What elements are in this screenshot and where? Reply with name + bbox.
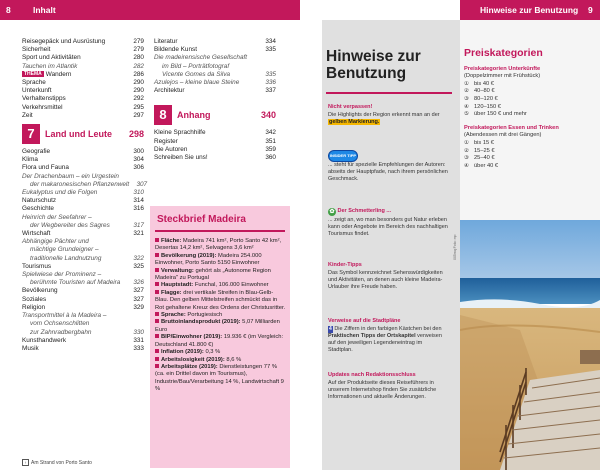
section-kinder-tipps: Kinder-Tipps Das Symbol kennzeichnet Sehenswürdigkeiten und Aktivitäten, an denen auch kleine Madeira-Urlauber ihre Freude haben. — [328, 262, 443, 291]
chapter-page: 340 — [260, 110, 276, 121]
toc-entry-page: 297 — [133, 111, 144, 119]
section-title: Nicht verpassen! — [328, 104, 373, 110]
toc-entry-label: Azulejos – kleine blaue Steine — [154, 79, 240, 87]
price-categories: Preiskategorien Preiskategorien Unterkünfte (Doppelzimmer mit Frühstück) ① bis 40 € ② 40–80 € ③ 80–120 € ④ 120–150 € ⑤ über 150 € und mehr Preiskategorien Essen und Trinken (Abendessen mit drei Gängen) ① bis 15 € ② 15–25 € ③ 25–40 € ④ über 40 € — [464, 50, 594, 170]
toc-entry-page: 300 — [133, 148, 144, 156]
toc-entry-label: Sprache — [22, 79, 46, 87]
toc-entry[interactable] — [22, 148, 144, 156]
price-range: über 40 € — [474, 162, 499, 169]
steckbrief-item — [155, 312, 286, 319]
map-number-icon: 4 — [329, 326, 332, 333]
toc-entry[interactable] — [154, 129, 276, 137]
toc-entry-page: 306 — [133, 164, 144, 172]
toc-entry-page — [126, 173, 144, 181]
right-page — [300, 0, 600, 470]
toc-entry-label: Vicente Gomes da Silva — [162, 70, 231, 78]
toc-entry[interactable] — [154, 38, 276, 46]
caption-text: Am Strand von Porto Santo — [31, 460, 92, 466]
price-category-icon: ① — [464, 139, 470, 146]
price-range: bis 40 € — [474, 80, 494, 87]
section-updates: Updates nach Redaktionsschluss Auf der Produktseite dieses Reiseführers in unserem Internetshop finden Sie zusätzliche Informationen und aktuelle Änderungen. — [328, 372, 437, 401]
steckbrief-divider — [155, 230, 285, 232]
toc-entry-label: Klima — [22, 156, 38, 164]
toc-entry-label: vom Ochsenschlitten — [30, 320, 90, 328]
beach-boardwalk-illustration — [460, 220, 600, 470]
title-underline — [326, 92, 452, 94]
toc-entry[interactable] — [22, 329, 144, 337]
toc-entry-label: Sicherheit — [22, 46, 51, 54]
toc-entry-label: Bildende Kunst — [154, 46, 197, 54]
toc-entry-label: zur Zahnradbergbahn — [30, 328, 92, 336]
price-row — [464, 81, 594, 89]
chapter-8-heading[interactable] — [154, 105, 276, 125]
toc-entry-label: Tourismus — [22, 262, 52, 270]
highlight-marker: gelben Markierung. — [329, 119, 380, 126]
toc-entry-label — [22, 71, 71, 79]
section-nicht-verpassen: Nicht verpassen! Die Highlights der Region erkennt man an der gelben Markierung. — [328, 104, 448, 126]
toc-entry-label: Spielwiese der Prominenz – — [22, 271, 102, 279]
toc-entry-page: 290 — [133, 79, 144, 87]
chapter-page: 298 — [128, 128, 144, 139]
toc-entry-page: 286 — [133, 70, 144, 78]
price-category-icon: ⑤ — [464, 111, 470, 118]
toc-entry-label: Schreiben Sie uns! — [154, 154, 208, 162]
usage-column — [322, 20, 460, 470]
toc-entry-label: der makaronesischen Pflanzenwelt — [30, 180, 130, 188]
toc-entry[interactable] — [22, 79, 144, 87]
toc-entry[interactable] — [22, 180, 148, 189]
bullet-square-icon — [155, 312, 159, 316]
toc-entry-page: 330 — [133, 328, 144, 336]
toc-entry-page: 335 — [265, 46, 276, 54]
toc-entry-label: Wirtschaft — [22, 230, 51, 238]
toc-entry[interactable] — [22, 87, 144, 95]
toc-entry-label: Soziales — [22, 295, 47, 303]
toc-entry[interactable] — [22, 38, 144, 46]
arrow-up-icon: ↑ — [22, 459, 29, 466]
toc-entry-page: 336 — [265, 79, 276, 87]
toc-entry-page — [258, 54, 276, 62]
toc-entry-label: Naturschutz — [22, 197, 57, 205]
price-title: Preiskategorien — [464, 47, 543, 59]
toc-entry-page: 335 — [265, 70, 276, 78]
bullet-square-icon — [155, 238, 159, 242]
toc-entry[interactable] — [22, 312, 144, 320]
toc-entry-page: 325 — [133, 262, 144, 270]
steckbrief-value: Madeira 741 km², Porto Santo 42 km², Desertas 14,2 km², Selvagens 3,6 km² — [155, 238, 282, 252]
toc-entry-page: 279 — [133, 38, 144, 45]
toc-entry[interactable] — [22, 214, 144, 222]
beach-photo — [460, 220, 600, 470]
left-header-bar — [0, 0, 300, 20]
steckbrief-item — [155, 290, 286, 312]
toc-entry[interactable] — [22, 287, 144, 295]
toc-entry[interactable] — [22, 164, 144, 172]
bullet-square-icon — [155, 268, 159, 272]
toc-entry-page: 290 — [133, 87, 144, 95]
toc-entry[interactable] — [22, 320, 144, 328]
toc-entry[interactable] — [22, 246, 144, 254]
steckbrief-key: Bruttoinlandsprodukt (2019): — [161, 319, 241, 326]
toc-entry[interactable] — [154, 63, 276, 71]
price-row — [464, 104, 594, 112]
toc-entry-page: 280 — [133, 54, 144, 62]
toc-entry[interactable] — [22, 104, 144, 112]
toc-entry[interactable] — [22, 271, 144, 279]
steckbrief-item — [155, 268, 286, 283]
bullet-square-icon — [155, 364, 159, 368]
price-range: 40–80 € — [474, 88, 495, 95]
toc-entry-page: 337 — [265, 87, 276, 95]
toc-entry[interactable] — [22, 46, 144, 54]
toc-entry[interactable] — [154, 146, 276, 154]
steckbrief-key: Verwaltung: — [161, 267, 194, 274]
toc-entry-page: 326 — [133, 279, 144, 287]
toc-entry[interactable] — [22, 337, 144, 345]
steckbrief-key: Hauptstadt: — [161, 282, 194, 289]
price-category-icon: ② — [464, 147, 470, 154]
steckbrief-value: 0,3 % — [203, 349, 221, 356]
toc-entry-label: Literatur — [154, 38, 178, 45]
price-category-icon: ④ — [464, 103, 470, 110]
toc-entry-page: 316 — [133, 205, 144, 213]
price-row — [464, 96, 594, 104]
toc-entry-label: Die madeirensische Gesellschaft — [154, 54, 248, 62]
steckbrief-value: 5,07 Milliarden Euro — [155, 319, 280, 333]
price-range: bis 15 € — [474, 139, 494, 146]
steckbrief-item — [155, 364, 286, 394]
chapter-7-heading[interactable] — [22, 124, 144, 144]
toc-entry-label: Religion — [22, 303, 46, 311]
toc-entry-page — [126, 238, 144, 246]
chapter-title: Land und Leute — [45, 128, 112, 139]
steckbrief-title: Steckbrief Madeira — [157, 214, 246, 225]
toc-entry-page: 359 — [265, 145, 276, 153]
toc-entry-page: 360 — [265, 154, 276, 162]
toc-entry[interactable] — [22, 63, 144, 71]
toc-entry[interactable] — [22, 304, 144, 312]
bullet-square-icon — [155, 253, 159, 257]
price-category-icon: ③ — [464, 95, 470, 102]
toc-entry[interactable] — [154, 154, 276, 162]
photo-credit: 005mq Foto: mp — [453, 234, 457, 260]
insider-tip-icon: INSIDER TIPP — [328, 150, 358, 162]
toc-entry[interactable] — [154, 54, 276, 62]
toc-entry-page: 321 — [133, 230, 144, 238]
toc-entry[interactable] — [22, 263, 144, 271]
toc-entry-page: 314 — [133, 197, 144, 205]
thema-badge: THEMA — [24, 70, 42, 77]
steckbrief-value: gehört als „Autonome Region Madeira" zu Portugal — [155, 267, 271, 282]
bullet-square-icon — [155, 334, 159, 338]
price-row — [464, 148, 594, 156]
steckbrief-key: Arbeitsplätze (2019): — [161, 363, 218, 370]
toc-entry-label: Kleine Sprachhilfe — [154, 129, 206, 137]
toc-entry[interactable] — [22, 189, 144, 197]
steckbrief-item — [155, 238, 286, 253]
toc-entry[interactable] — [22, 71, 144, 79]
toc-entry[interactable] — [154, 71, 276, 79]
steckbrief-key: Fläche: — [161, 238, 182, 244]
price-category-icon: ④ — [464, 162, 470, 169]
price-category-icon: ② — [464, 88, 470, 95]
toc-entry-label: Architektur — [154, 87, 185, 95]
toc-entry-page: 327 — [133, 295, 144, 303]
toc-entry[interactable] — [154, 87, 276, 95]
price-row — [464, 111, 594, 119]
price-range: 80–120 € — [474, 95, 498, 102]
chapter-number: 7 — [22, 124, 40, 144]
steckbrief-item — [155, 357, 286, 364]
toc-entry-page: 342 — [265, 129, 276, 137]
toc-entry-label: Sport und Aktivitäten — [22, 54, 81, 62]
steckbrief-value: 8,6 % — [224, 356, 242, 363]
bullet-square-icon — [155, 290, 159, 294]
toc-entry-label: berühmte Touristen auf Madeira — [30, 279, 121, 287]
toc-entry-label: der Wegbereiter des Sagres — [30, 221, 110, 229]
toc-entry-page: 351 — [265, 137, 276, 145]
toc-entry[interactable] — [22, 205, 144, 213]
toc-entry[interactable] — [22, 279, 144, 287]
toc-entry[interactable] — [22, 230, 144, 238]
header-title-left: Inhalt — [33, 5, 56, 15]
toc-entry[interactable] — [22, 197, 144, 205]
steckbrief-key: Inflation (2019): — [161, 349, 204, 356]
toc-entry-page: 334 — [265, 38, 276, 45]
steckbrief-value: Funchal, 106.000 Einwohner — [193, 282, 269, 289]
chapter-title: Anhang — [177, 110, 211, 121]
toc-entry-label: Flora und Fauna — [22, 164, 69, 172]
toc-entry-page — [126, 320, 144, 328]
steckbrief-item — [155, 349, 286, 356]
toc-entry-page — [258, 63, 276, 71]
toc-entry-label: Geschichte — [22, 205, 54, 213]
toc-entry-page: 292 — [133, 95, 144, 103]
section-verweise: Verweise auf die Stadtpläne 4 Die Ziffern in den farbigen Kästchen bei den Praktischen Tipps der Ortskapitel verweisen auf den jeweiligen Legendeneintrag im Stadtplan. — [328, 318, 442, 354]
toc-entry[interactable] — [22, 255, 144, 263]
steckbrief-item — [155, 282, 286, 289]
steckbrief-value: 19.936 € (im Vergleich: Deutschland 41.800 €) — [155, 334, 284, 348]
toc-entry-label: Abhängige Pächter und — [22, 238, 89, 246]
toc-entry-label: Zeit — [22, 111, 33, 119]
steckbrief-value: drei vertikale Streifen in Blau-Gelb-Blau. Den gelben Mittelstreifen schmückt das in Rot gehaltene Kreuz des Ordens der Christusritter. — [155, 289, 286, 311]
page-number-right: 9 — [588, 5, 593, 15]
price-range: über 150 € und mehr — [474, 111, 527, 118]
toc-column-2 — [154, 38, 276, 162]
bullet-square-icon — [155, 357, 159, 361]
toc-entry-label: Der Drachenbaum – ein Urgestein — [22, 172, 119, 180]
toc-entry-page: 317 — [133, 221, 144, 229]
section-insider-tipp: INSIDER TIPP ... steht für spezielle Empfehlungen der Autoren: abseits der Hauptpfade, nach ihrem persönlichen Geschmack. — [328, 150, 448, 183]
photo-caption — [22, 459, 92, 466]
price-row — [464, 88, 594, 96]
page-number-left: 8 — [6, 5, 11, 15]
toc-entry-page: 295 — [133, 103, 144, 111]
toc-entry-label: Tauchen im Atlantik — [22, 62, 78, 70]
toc-entry-text: Wandern — [45, 70, 72, 78]
chapter-number: 8 — [154, 105, 172, 125]
steckbrief-value: Portugiesisch — [185, 312, 223, 319]
right-header-bar — [300, 0, 600, 20]
toc-entry-label: im Bild – Porträtfotograf — [162, 62, 230, 70]
toc-entry-label: Geografie — [22, 148, 51, 156]
price-row — [464, 163, 594, 171]
toc-entry-page: 329 — [133, 303, 144, 311]
toc-entry[interactable] — [22, 156, 144, 164]
toc-entry[interactable] — [154, 46, 276, 54]
toc-entry-label: Unterkunft — [22, 87, 52, 95]
toc-entry[interactable] — [22, 345, 144, 353]
header-title-right: Hinweise zur Benutzung — [480, 5, 579, 15]
price-row — [464, 155, 594, 163]
toc-column-1 — [22, 38, 148, 353]
steckbrief-item — [155, 334, 286, 349]
toc-entry-label: Register — [154, 137, 178, 145]
toc-entry-page: 307 — [136, 180, 148, 188]
steckbrief-key: Bevölkerung (2019): — [161, 252, 217, 259]
bullet-square-icon — [155, 282, 159, 286]
steckbrief-key: Arbeitslosigkeit (2019): — [161, 356, 225, 363]
price-range: 25–40 € — [474, 155, 495, 162]
section-schmetterling: ✿ Der Schmetterling ... ... zeigt an, wo man besonders gut Natur erleben kann oder Angebote im Bereich des nachhaltigen Tourismus findet. — [328, 208, 448, 238]
price-row — [464, 140, 594, 148]
toc-entry-label: mächtige Grundeigner – — [30, 246, 99, 254]
price-range: 120–150 € — [474, 103, 501, 110]
toc-entry-label: Die Autoren — [154, 145, 188, 153]
toc-entry[interactable] — [22, 238, 144, 246]
steckbrief-box — [150, 206, 290, 468]
toc-entry-label: Kunsthandwerk — [22, 336, 67, 344]
toc-entry-page: 327 — [133, 287, 144, 295]
toc-entry-page — [126, 214, 144, 222]
toc-entry-label: Verkehrsmittel — [22, 103, 63, 111]
steckbrief-key: BIP/Einwohner (2019): — [161, 334, 223, 341]
toc-entry-label: Reisegepäck und Ausrüstung — [22, 38, 106, 45]
toc-entry[interactable] — [22, 222, 144, 230]
butterfly-icon: ✿ — [329, 209, 335, 215]
toc-entry-page: 279 — [133, 46, 144, 54]
toc-entry-page: 322 — [133, 254, 144, 262]
toc-entry[interactable] — [22, 112, 144, 120]
toc-entry[interactable] — [22, 173, 144, 181]
steckbrief-item — [155, 253, 286, 268]
toc-entry-page: 304 — [133, 156, 144, 164]
steckbrief-value: Madeira 254.000 Einwohner, Porto Santo 5150 Einwohner — [155, 252, 262, 267]
toc-entry-label: Verhaltenstipps — [22, 95, 66, 103]
toc-entry-page: 282 — [133, 62, 144, 70]
toc-entry[interactable] — [22, 296, 144, 304]
toc-entry-label: Bevölkerung — [22, 287, 58, 295]
toc-entry[interactable] — [154, 138, 276, 146]
toc-entry-page — [126, 312, 144, 320]
toc-entry-page: 310 — [133, 189, 144, 197]
bullet-square-icon — [155, 349, 159, 353]
toc-entry-page — [126, 271, 144, 279]
price-category-icon: ① — [464, 80, 470, 87]
steckbrief-key: Sprache: — [161, 312, 186, 319]
toc-entry-label: Heinrich der Seefahrer – — [22, 213, 92, 221]
toc-entry-label: Transportmittel à la Madeira – — [22, 312, 107, 320]
bullet-square-icon — [155, 319, 159, 323]
toc-entry-page — [126, 246, 144, 254]
toc-entry[interactable] — [22, 54, 144, 62]
toc-entry-label: traditionelle Landnutzung — [30, 254, 102, 262]
steckbrief-value: Dienstleistungen 77 % (ca. ein Drittel davon im Tourismus), Industrie/Bau/Verarbeitung 14 %, Landwirtschaft 9 % — [155, 363, 284, 393]
toc-entry[interactable] — [154, 79, 276, 87]
steckbrief-key: Flagge: — [161, 289, 182, 296]
price-category-icon: ③ — [464, 155, 470, 162]
toc-entry-page: 331 — [133, 336, 144, 344]
steckbrief-item — [155, 319, 286, 334]
usage-big-title: Hinweise zur Benutzung — [326, 48, 421, 82]
price-range: 15–25 € — [474, 147, 495, 154]
toc-entry-label: Eukalyptus und die Folgen — [22, 189, 98, 197]
toc-entry-label: Musik — [22, 344, 39, 352]
toc-entry[interactable] — [22, 95, 144, 103]
toc-entry-page: 333 — [133, 344, 144, 352]
